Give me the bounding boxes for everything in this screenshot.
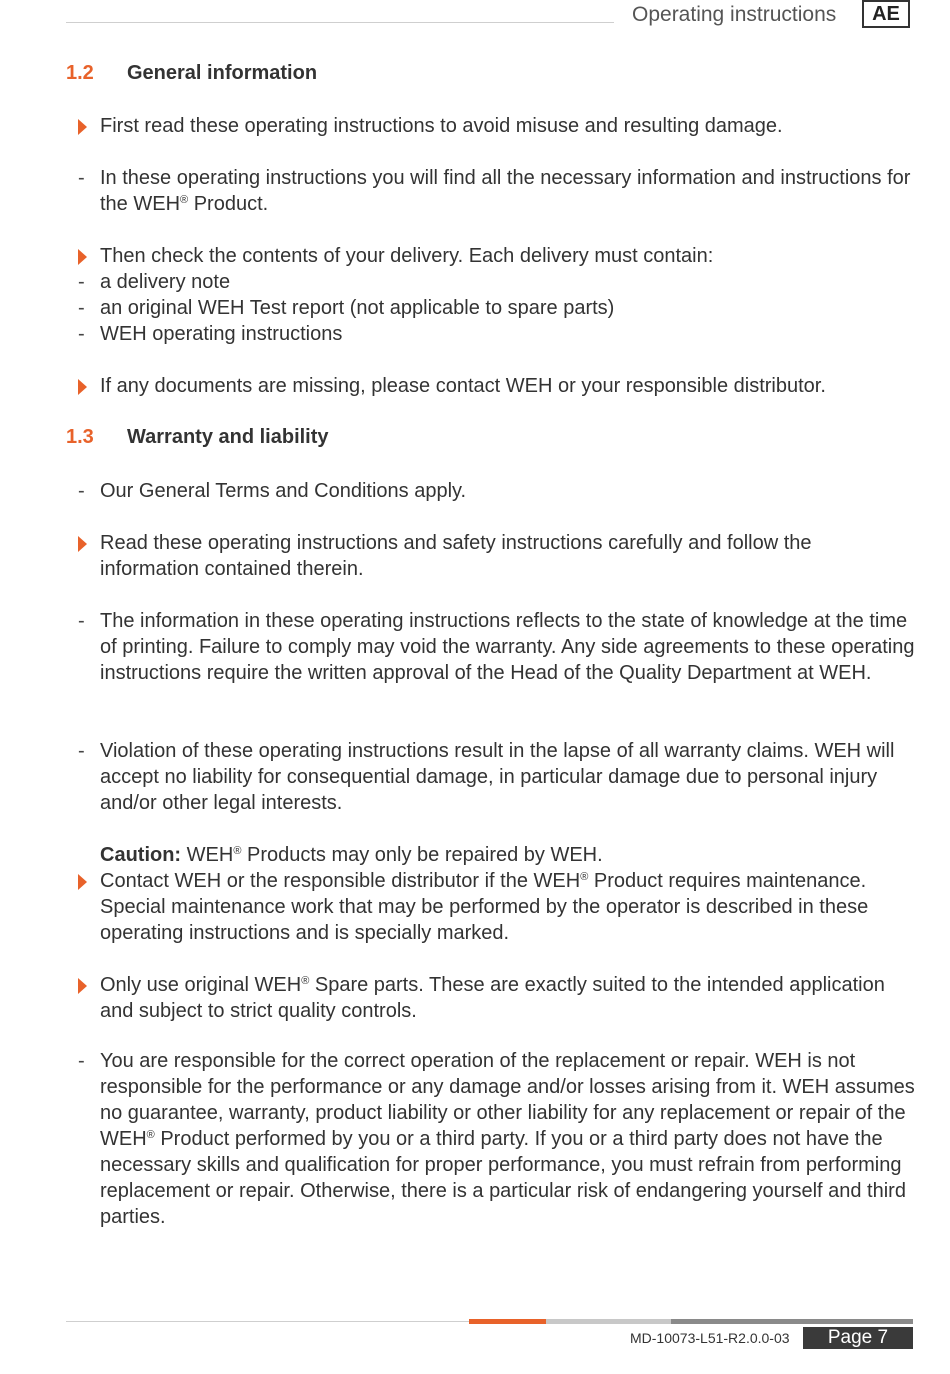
section-heading-general-information [66,62,317,85]
arrow-bullet-icon [78,530,87,552]
arrow-bullet-icon [78,243,87,265]
instruction-item: First read these operating instructions to avoid misuse and resulting damage. [100,115,783,137]
instruction-item: Only use original WEH® Spare parts. These are exactly suited to the intended application and subject to strict quality controls. [100,974,885,1022]
info-item: Our General Terms and Conditions apply. [100,480,467,502]
arrow-bullet-icon [78,113,87,135]
dash-bullet-icon: - [78,323,85,345]
dash-bullet-icon: - [78,740,85,762]
delivery-item: an original WEH Test report (not applicable to spare parts) [100,297,615,319]
header-rule [66,22,614,23]
section-title: Warranty and liability [127,426,329,448]
delivery-item: WEH operating instructions [100,323,343,345]
caution-note: Caution: WEH® Products may only be repaired by WEH. [100,844,603,866]
section-heading-warranty-and-liability [66,426,329,449]
info-item: Violation of these operating instructions result in the lapse of all warranty claims. WEH will accept no liability for consequential damage, in particular damage due to personal injury and/or other legal interests. [100,740,895,814]
section-title: General information [127,62,318,84]
instruction-item: Contact WEH or the responsible distributor if the WEH® Product requires maintenance. Special maintenance work that may be performed by the operator is described in these operating instructions and is specially marked. [100,870,869,944]
info-item: The information in these operating instructions reflects to the state of knowledge at the time of printing. Failure to comply may void the warranty. Any side agreements to these operating instructions require the written approval of the Head of the Quality Department at WEH. [100,610,915,684]
footer-bar-orange [469,1319,546,1324]
info-item: You are responsible for the correct operation of the replacement or repair. WEH is not responsible for the performance or any damage and/or losses arising from it. WEH assumes no guarantee, warranty, product liability or other liability for any replacement or repair of the WEH® Product performed by you or a third party. If you or a third party does not have the necessary skills and qualification for proper performance, you must refrain from performing replacement or repair. Otherwise, there is a particular risk of endangering yourself and third parties. [100,1050,915,1228]
dash-bullet-icon: - [78,1050,85,1072]
instruction-item: Then check the contents of your delivery. Each delivery must contain: [100,245,714,267]
page-number: Page 7 [803,1327,913,1349]
arrow-bullet-icon [78,868,87,890]
caution-label: Caution: [100,844,182,866]
dash-bullet-icon: - [78,480,85,502]
footer-bar-dark-gray [671,1319,913,1324]
instruction-item: Read these operating instructions and safety instructions carefully and follow the information contained therein. [100,532,812,580]
delivery-item: a delivery note [100,271,231,293]
dash-bullet-icon: - [78,271,85,293]
arrow-bullet-icon [78,972,87,994]
section-number: 1.3 [66,426,94,448]
document-number: MD-10073-L51-R2.0.0-03 [630,1330,790,1346]
dash-bullet-icon: - [78,297,85,319]
info-item: In these operating instructions you will find all the necessary information and instructions for the WEH® Product. [100,167,911,215]
footer-bar-light-gray [546,1319,671,1324]
header-title: Operating instructions [632,3,837,26]
language-badge: AE [862,0,910,28]
section-number: 1.2 [66,62,94,84]
arrow-bullet-icon [78,373,87,395]
dash-bullet-icon: - [78,610,85,632]
instruction-item: If any documents are missing, please contact WEH or your responsible distributor. [100,375,826,397]
footer-rule [66,1321,469,1322]
dash-bullet-icon: - [78,167,85,189]
